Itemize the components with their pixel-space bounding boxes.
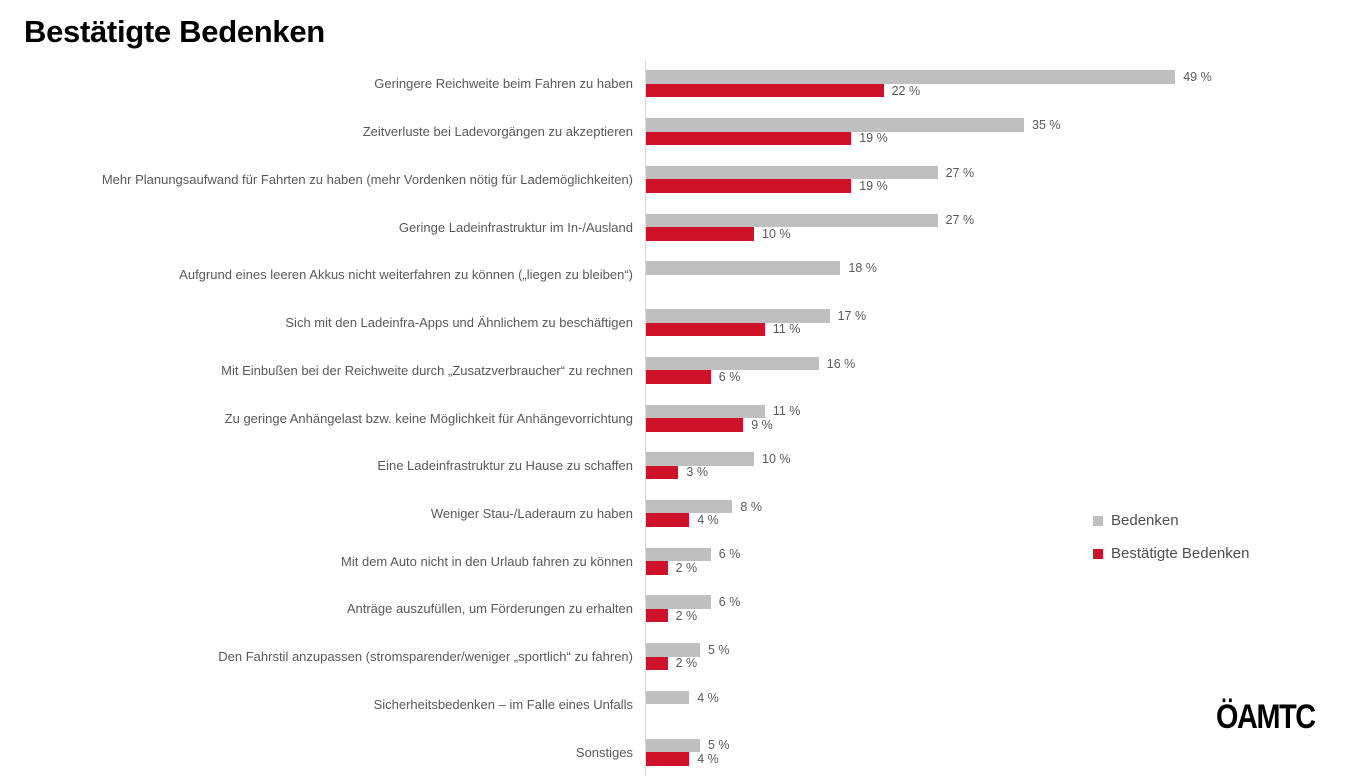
bestaetigte-bedenken-value-label: 6 % xyxy=(718,370,741,385)
chart-title: Bestätigte Bedenken xyxy=(24,14,325,49)
bestaetigte-bedenken-value-label: 2 % xyxy=(675,656,698,671)
bar-group xyxy=(645,585,1210,633)
bedenken-bar xyxy=(646,595,711,609)
bedenken-bar xyxy=(646,739,700,753)
bedenken-bar-line xyxy=(646,261,1210,275)
bedenken-value-label: 27 % xyxy=(945,165,975,180)
bedenken-bar-line xyxy=(646,357,1210,371)
chart-row xyxy=(0,490,1210,538)
bedenken-bar xyxy=(646,70,1175,84)
bestaetigte-bedenken-bar-line xyxy=(646,752,1210,766)
bedenken-bar xyxy=(646,214,938,228)
legend-swatch-icon xyxy=(1093,516,1103,526)
chart-row xyxy=(0,346,1210,394)
legend-item xyxy=(1093,512,1249,529)
bestaetigte-bedenken-bar-line xyxy=(646,466,1210,480)
bedenken-bar-line xyxy=(646,70,1212,84)
bedenken-bar-line xyxy=(646,691,1210,705)
bar-group xyxy=(645,394,1210,442)
category-label: Geringere Reichweite beim Fahren zu haben xyxy=(374,76,633,92)
bedenken-bar xyxy=(646,548,711,562)
bedenken-bar xyxy=(646,118,1024,132)
bestaetigte-bedenken-bar-line xyxy=(646,418,1210,432)
bestaetigte-bedenken-bar-line xyxy=(646,323,1210,337)
bestaetigte-bedenken-bar-line xyxy=(646,704,1210,718)
bestaetigte-bedenken-value-label: 9 % xyxy=(751,417,773,432)
bedenken-bar-line xyxy=(646,595,1210,609)
bestaetigte-bedenken-bar xyxy=(646,609,668,623)
bedenken-bar xyxy=(646,166,938,180)
bedenken-bar xyxy=(646,405,765,419)
bestaetigte-bedenken-bar-line xyxy=(646,179,1210,193)
legend-swatch-icon xyxy=(1093,549,1103,559)
bestaetigte-bedenken-value-label: 2 % xyxy=(675,608,698,623)
category-label: Zu geringe Anhängelast bzw. keine Möglichkeit für Anhängevorrichtung xyxy=(224,410,633,426)
bedenken-bar xyxy=(646,500,732,514)
bedenken-value-label: 6 % xyxy=(718,547,741,562)
category-label: Weniger Stau-/Laderaum zu haben xyxy=(430,505,633,521)
bedenken-bar-line xyxy=(646,166,1210,180)
bar-group xyxy=(645,155,1210,203)
chart-row xyxy=(0,299,1210,347)
bestaetigte-bedenken-bar-line xyxy=(646,132,1210,146)
bedenken-bar xyxy=(646,357,819,371)
category-label: Sicherheitsbedenken – im Falle eines Unfalls xyxy=(373,696,633,712)
bestaetigte-bedenken-bar-line xyxy=(646,657,1210,671)
bedenken-value-label: 6 % xyxy=(718,595,741,610)
bedenken-value-label: 16 % xyxy=(826,356,856,371)
bar-group xyxy=(645,251,1210,299)
chart-row xyxy=(0,537,1210,585)
chart-row xyxy=(0,394,1210,442)
chart-row xyxy=(0,585,1210,633)
bedenken-value-label: 8 % xyxy=(740,499,762,514)
bestaetigte-bedenken-bar xyxy=(646,84,884,98)
category-label: Mehr Planungsaufwand für Fahrten zu haben (mehr Vordenken nötig für Lademöglichkeiten) xyxy=(101,171,633,187)
bar-group xyxy=(645,60,1212,108)
category-label: Geringe Ladeinfrastruktur im In-/Ausland xyxy=(398,219,633,235)
bestaetigte-bedenken-bar xyxy=(646,227,754,241)
bedenken-value-label: 49 % xyxy=(1183,70,1212,85)
chart-row xyxy=(0,251,1210,299)
bestaetigte-bedenken-bar xyxy=(646,418,743,432)
bestaetigte-bedenken-value-label: 4 % xyxy=(697,751,719,766)
chart-row xyxy=(0,155,1210,203)
bestaetigte-bedenken-bar-line xyxy=(646,84,1212,98)
bedenken-value-label: 18 % xyxy=(848,261,877,276)
bedenken-bar-line xyxy=(646,118,1210,132)
bedenken-value-label: 5 % xyxy=(708,642,730,657)
bedenken-bar xyxy=(646,452,754,466)
bedenken-bar xyxy=(646,643,700,657)
category-label: Aufgrund eines leeren Akkus nicht weiterfahren zu können („liegen zu bleiben“) xyxy=(179,267,633,283)
chart-row xyxy=(0,108,1210,156)
bestaetigte-bedenken-value-label: 3 % xyxy=(686,465,708,480)
bar-group xyxy=(645,633,1210,681)
category-label: Den Fahrstil anzupassen (stromsparender/weniger „sportlich“ zu fahren) xyxy=(218,649,633,665)
bedenken-value-label: 4 % xyxy=(697,690,719,705)
bedenken-value-label: 17 % xyxy=(837,308,867,323)
bestaetigte-bedenken-value-label: 2 % xyxy=(675,560,698,575)
bedenken-bar-line xyxy=(646,405,1210,419)
bedenken-bar xyxy=(646,691,689,705)
chart-row xyxy=(0,60,1210,108)
legend-label: Bedenken xyxy=(1111,512,1179,529)
category-label: Eine Ladeinfrastruktur zu Hause zu schaffen xyxy=(377,458,633,474)
bestaetigte-bedenken-bar xyxy=(646,466,678,480)
bestaetigte-bedenken-bar-line xyxy=(646,609,1210,623)
bedenken-bar xyxy=(646,261,840,275)
chart-row xyxy=(0,633,1210,681)
chart-row xyxy=(0,203,1210,251)
bestaetigte-bedenken-value-label: 22 % xyxy=(891,83,921,98)
bestaetigte-bedenken-bar-line xyxy=(646,275,1210,289)
bestaetigte-bedenken-bar xyxy=(646,132,851,146)
category-label: Zeitverluste bei Ladevorgängen zu akzeptieren xyxy=(362,124,633,140)
bestaetigte-bedenken-bar xyxy=(646,370,711,384)
bestaetigte-bedenken-bar xyxy=(646,513,689,527)
bestaetigte-bedenken-bar-line xyxy=(646,370,1210,384)
bestaetigte-bedenken-value-label: 19 % xyxy=(859,131,888,146)
bestaetigte-bedenken-bar xyxy=(646,179,851,193)
bar-group xyxy=(645,299,1210,347)
bedenken-value-label: 27 % xyxy=(945,213,975,228)
bedenken-value-label: 35 % xyxy=(1032,117,1061,132)
bestaetigte-bedenken-bar-line xyxy=(646,227,1210,241)
legend-label: Bestätigte Bedenken xyxy=(1111,545,1250,562)
bestaetigte-bedenken-bar xyxy=(646,657,668,671)
bestaetigte-bedenken-value-label: 19 % xyxy=(859,179,888,194)
chart-legend xyxy=(1093,512,1249,562)
bedenken-bar-line xyxy=(646,309,1210,323)
bedenken-bar-line xyxy=(646,643,1210,657)
bestaetigte-bedenken-bar xyxy=(646,323,765,337)
bestaetigte-bedenken-value-label: 10 % xyxy=(762,226,791,241)
bedenken-value-label: 10 % xyxy=(762,451,791,466)
bestaetigte-bedenken-value-label: 4 % xyxy=(697,513,719,528)
bar-group xyxy=(645,108,1210,156)
category-label: Sich mit den Ladeinfra-Apps und Ähnlichem zu beschäftigen xyxy=(285,315,633,331)
bedenken-bar xyxy=(646,309,830,323)
chart-row xyxy=(0,442,1210,490)
chart-row xyxy=(0,681,1210,729)
bedenken-bar-line xyxy=(646,452,1210,466)
bar-chart xyxy=(0,60,1210,776)
bar-group xyxy=(645,203,1210,251)
bar-group xyxy=(645,681,1210,729)
bedenken-bar-line xyxy=(646,214,1210,228)
oamtc-logo: ÖAMTC xyxy=(1216,697,1315,736)
bedenken-bar-line xyxy=(646,739,1210,753)
bestaetigte-bedenken-bar xyxy=(646,561,668,575)
bestaetigte-bedenken-bar-line xyxy=(646,561,1210,575)
bestaetigte-bedenken-value-label: 11 % xyxy=(772,322,801,337)
bestaetigte-bedenken-bar xyxy=(646,752,689,766)
category-label: Mit dem Auto nicht in den Urlaub fahren zu können xyxy=(341,553,633,569)
bedenken-value-label: 5 % xyxy=(708,738,730,753)
bedenken-value-label: 11 % xyxy=(772,404,801,419)
bar-group xyxy=(645,728,1210,776)
category-label: Anträge auszufüllen, um Förderungen zu erhalten xyxy=(346,601,633,617)
category-label: Mit Einbußen bei der Reichweite durch „Zusatzverbraucher“ zu rechnen xyxy=(221,362,633,378)
category-label: Sonstiges xyxy=(575,744,633,760)
bar-group xyxy=(645,346,1210,394)
bar-group xyxy=(645,442,1210,490)
chart-row xyxy=(0,728,1210,776)
legend-item xyxy=(1093,545,1249,562)
